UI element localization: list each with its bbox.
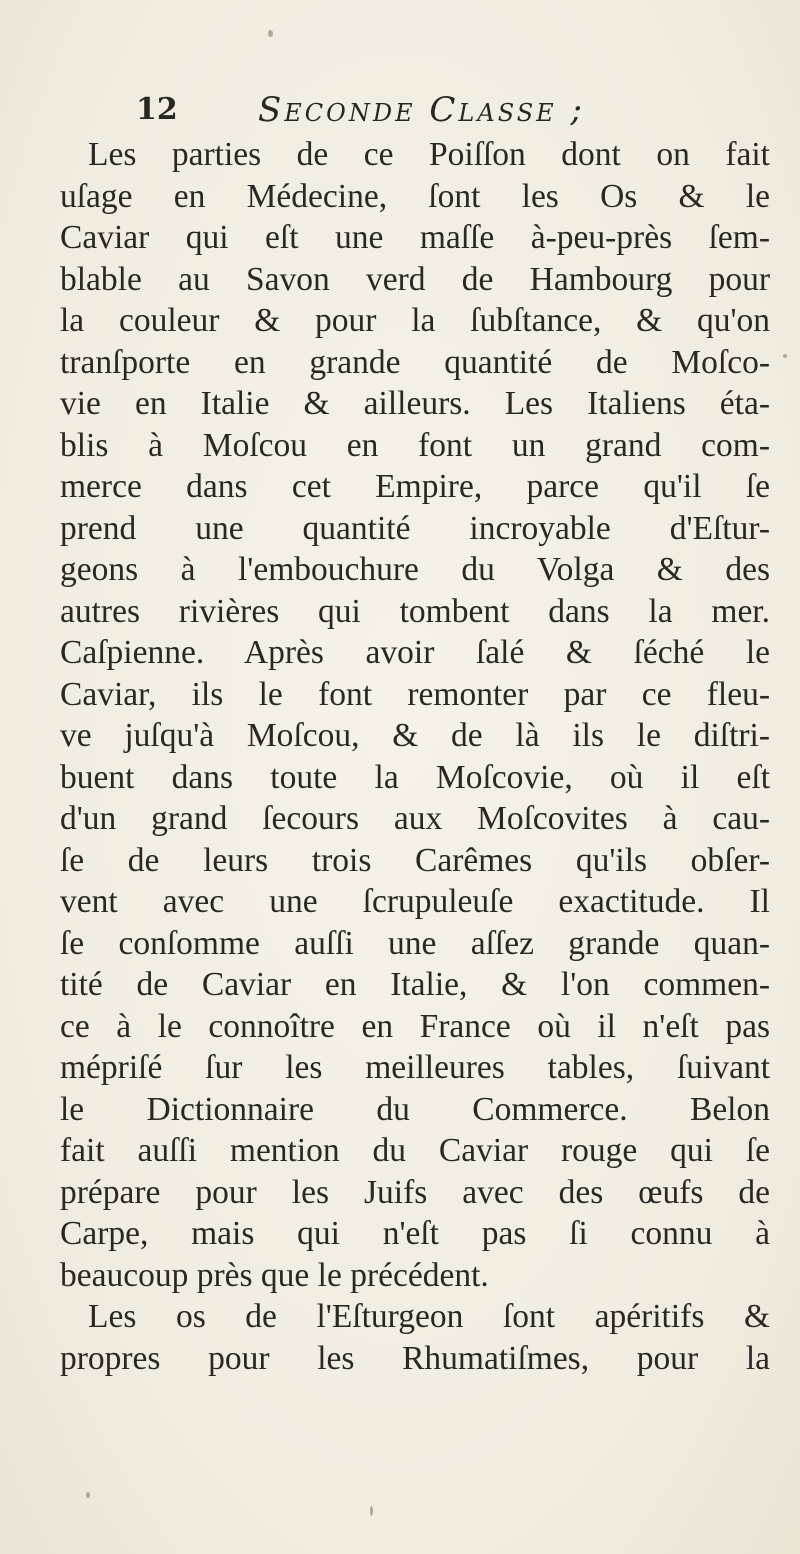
text-line: vent avec une ſcrupuleuſe exactitude. Il — [60, 883, 770, 920]
text-line: tité de Caviar en Italie, & l'on commen- — [60, 966, 770, 1003]
text-line: fait auſſi mention du Caviar rouge qui ſe — [60, 1132, 770, 1169]
text-line: Caſpienne. Après avoir ſalé & ſéché le — [60, 634, 770, 671]
text-line: tranſporte en grande quantité de Moſco- — [60, 343, 770, 381]
text-line: vie en Italie & ailleurs. Les Italiens éta- — [60, 385, 770, 422]
text-line: buent dans toute la Moſcovie, où il eſt — [60, 758, 770, 796]
text-line: autres rivières qui tombent dans la mer. — [60, 592, 770, 630]
text-line: ve juſqu'à Moſcou, & de là ils le diſtri- — [60, 717, 770, 754]
text-line: prépare pour les Juifs avec des œufs de — [60, 1173, 770, 1211]
ink-speck — [86, 1492, 90, 1498]
text-line: prend une quantité incroyable d'Eſtur- — [60, 509, 770, 547]
text-line: le Dictionnaire du Commerce. Belon — [60, 1090, 770, 1128]
text-line: uſage en Médecine, ſont les Os & le — [60, 177, 770, 215]
text-line: la couleur & pour la ſubſtance, & qu'on — [60, 302, 770, 339]
text-line: Caviar qui eſt une maſſe à-peu-près ſem- — [60, 219, 770, 256]
text-line: blis à Moſcou en font un grand com- — [60, 426, 770, 464]
text-line: Carpe, mais qui n'eſt pas ſi connu à — [60, 1215, 770, 1252]
text-line: Les os de l'Eſturgeon ſont apéritifs & — [88, 1298, 770, 1335]
text-line: propres pour les Rhumatiſmes, pour la — [60, 1339, 770, 1377]
text-line: ſe conſomme auſſi une aſſez grande quan- — [60, 924, 770, 962]
text-line: ce à le connoître en France où il n'eſt pas — [60, 1007, 770, 1045]
text-line: Caviar, ils le font remonter par ce fleu- — [60, 675, 770, 713]
running-title: Seconde Classe ; — [258, 90, 585, 130]
text-line: mépriſé ſur les meilleures tables, ſuivant — [60, 1049, 770, 1086]
text-line: Les parties de ce Poiſſon dont on fait — [88, 136, 770, 173]
text-line: ſe de leurs trois Carêmes qu'ils obſer- — [60, 841, 770, 879]
ink-speck — [783, 354, 787, 358]
ink-speck — [268, 30, 273, 37]
body-text — [60, 134, 770, 1379]
text-line: beaucoup près que le précédent. — [60, 1256, 489, 1294]
text-line: merce dans cet Empire, parce qu'il ſe — [60, 468, 770, 505]
page-number: 12 — [136, 92, 178, 127]
text-line: d'un grand ſecours aux Moſcovites à cau- — [60, 800, 770, 837]
page-header — [108, 92, 768, 136]
text-line: blable au Savon verd de Hambourg pour — [60, 260, 770, 298]
text-line: geons à l'embouchure du Volga & des — [60, 551, 770, 588]
ink-speck — [370, 1506, 373, 1516]
